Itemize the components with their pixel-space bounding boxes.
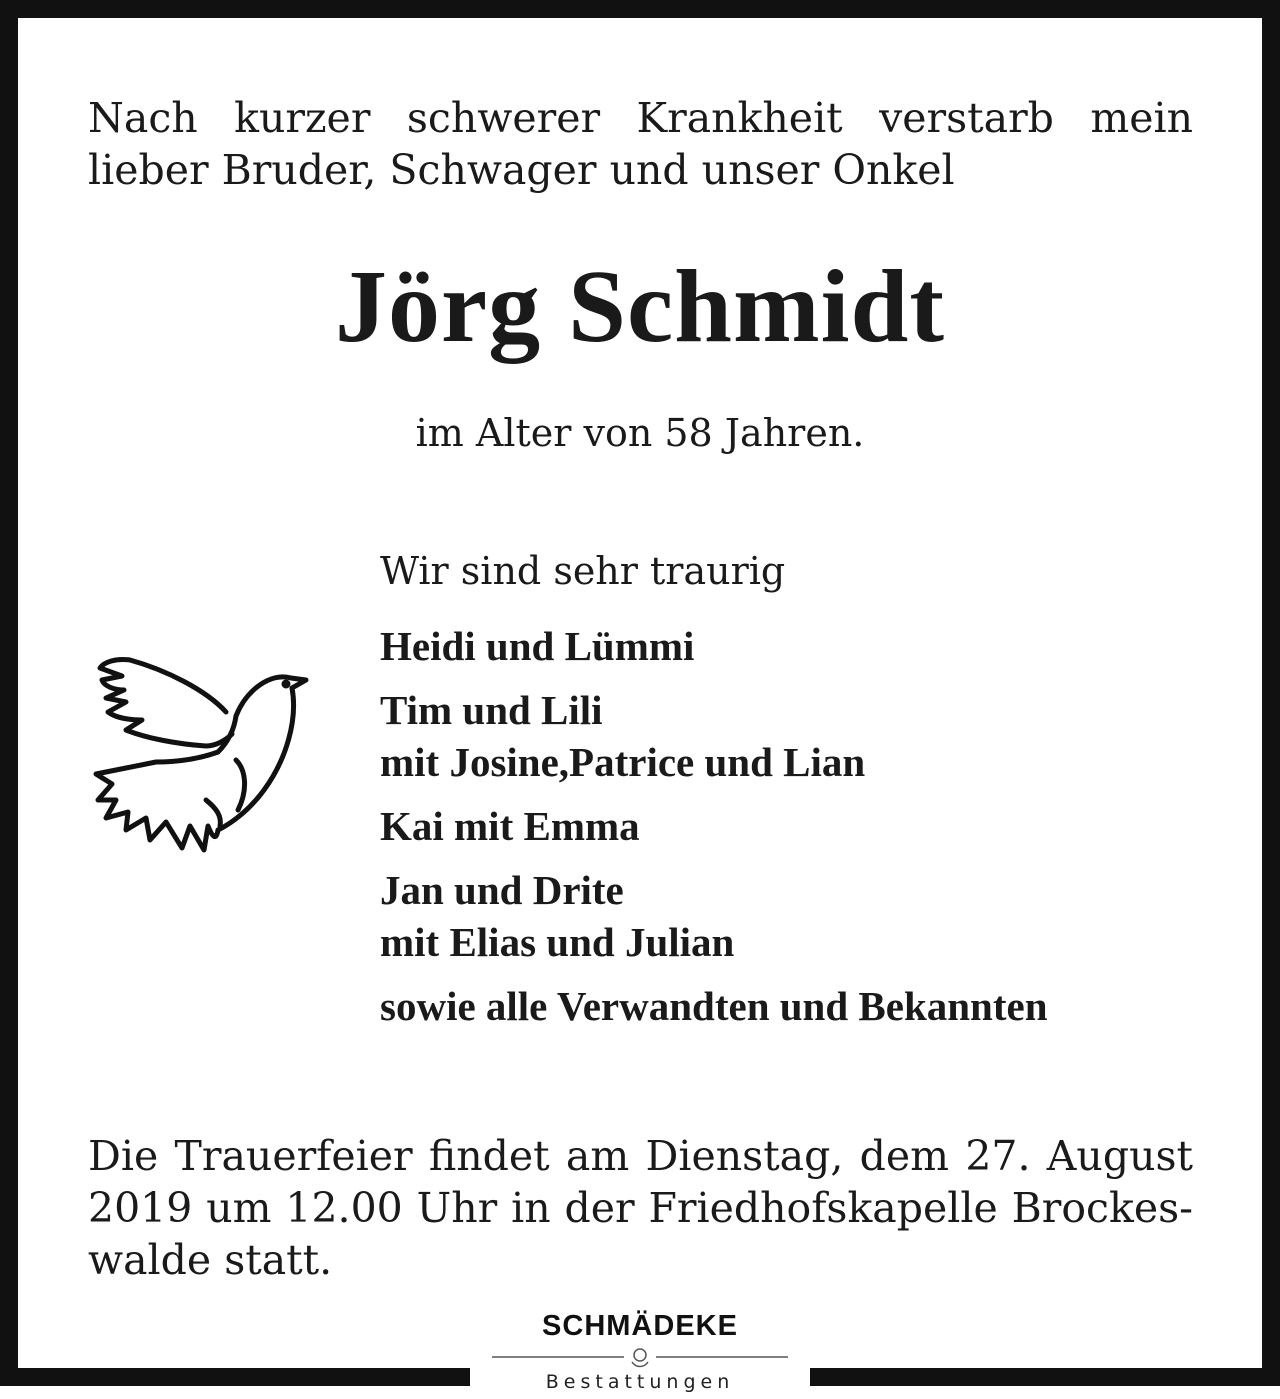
funeral-home-logo	[488, 1308, 792, 1399]
frame-bottom-border-left	[0, 1368, 470, 1386]
mourner-line: Jan und Drite	[380, 867, 624, 913]
intro-text	[88, 92, 1193, 196]
mourner-group-2	[380, 684, 1210, 788]
ceremony-line-2: 2019 um 12.00 Uhr in der Friedhofskapelle Brockes-	[88, 1184, 1193, 1232]
logo-divider-ornament	[488, 1344, 792, 1370]
mourner-line: sowie alle Verwandten und Bekannten	[380, 983, 1048, 1029]
ceremony-line-1: Die Trauerfeier findet am Dienstag, dem 27. August	[88, 1132, 1193, 1180]
dove-icon	[86, 650, 310, 860]
grief-line: Wir sind sehr traurig	[380, 549, 786, 593]
intro-line-1: Nach kurzer schwerer Krankheit verstarb mein	[88, 94, 1193, 142]
mourner-group-3	[380, 800, 1210, 852]
mourner-line: Heidi und Lümmi	[380, 623, 695, 669]
frame-right-border	[1262, 0, 1280, 1386]
mourner-group-1	[380, 620, 1210, 672]
mourner-group-5	[380, 980, 1210, 1032]
ceremony-line-3: walde statt.	[88, 1236, 333, 1284]
mourner-line: mit Josine,Patrice und Lian	[380, 739, 866, 785]
frame-left-border	[0, 0, 18, 1386]
frame-top-border	[0, 0, 1280, 18]
ceremony-text	[88, 1130, 1193, 1286]
deceased-name: Jörg Schmidt	[335, 249, 945, 364]
mourner-group-4	[380, 864, 1210, 968]
funeral-home-subtitle: Bestattungen	[545, 1371, 735, 1393]
frame-bottom-border-right	[810, 1368, 1280, 1386]
mourner-line: Tim und Lili	[380, 687, 603, 733]
mourner-line: Kai mit Emma	[380, 803, 640, 849]
funeral-home-name: SCHMÄDEKE	[542, 1310, 738, 1342]
mourner-line: mit Elias und Julian	[380, 919, 735, 965]
intro-line-2: lieber Bruder, Schwager und unser Onkel	[88, 146, 955, 194]
mourners-list	[380, 620, 1210, 1044]
age-line: im Alter von 58 Jahren.	[415, 411, 865, 455]
